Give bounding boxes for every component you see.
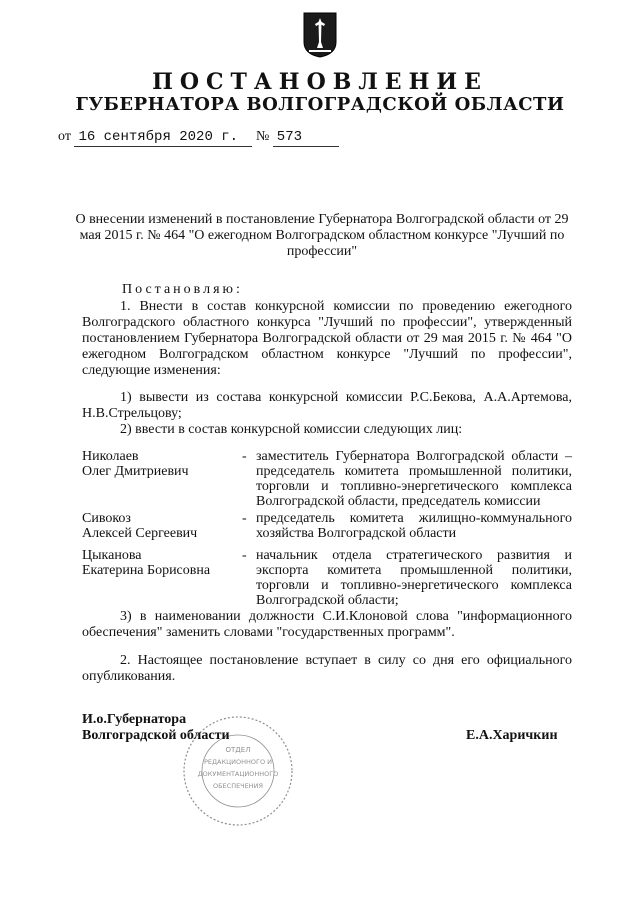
- paragraph-item-1-1: 1) вывести из состава конкурсной комиссии Р.С.Бекова, А.А.Артемова, Н.В.Стрельцову;: [82, 390, 572, 421]
- document-date: 16 сентября 2020 г.: [74, 128, 252, 147]
- paragraph-item-1-2: 2) ввести в состав конкурсной комиссии следующих лиц:: [120, 422, 463, 437]
- stamp-line-2: РЕДАКЦИОННОГО И: [203, 758, 273, 766]
- member-surname: Цыканова: [82, 548, 142, 563]
- signatory-position-line-1: И.о.Губернатора: [82, 712, 187, 727]
- stamp-line-1: ОТДЕЛ: [225, 746, 251, 754]
- member-given-names: Алексей Сергеевич: [82, 526, 198, 541]
- stamp-line-3: ДОКУМЕНТАЦИОННОГО: [197, 770, 279, 778]
- paragraph-item-1-3: 3) в наименовании должности С.И.Клоновой слова "информационного обеспечения" заменить словами "государственных программ".: [82, 609, 572, 640]
- document-number: 573: [273, 128, 339, 147]
- stamp-line-4: ОБЕСПЕЧЕНИЯ: [212, 782, 264, 790]
- coat-of-arms-icon: [303, 12, 337, 58]
- registration-row: [58, 128, 339, 147]
- postanovlyayu-heading: Постановляю:: [122, 282, 243, 297]
- number-prefix: №: [255, 129, 270, 144]
- member-given-names: Олег Дмитриевич: [82, 464, 189, 479]
- document-title: ПОСТАНОВЛЕНИЕ: [152, 69, 488, 95]
- date-prefix: от: [58, 129, 71, 144]
- member-dash: -: [242, 449, 247, 464]
- signatory-position: [82, 712, 230, 744]
- member-role: председатель комитета жилищно-коммунального хозяйства Волгоградской области: [256, 511, 572, 541]
- paragraph-item-2: 2. Настоящее постановление вступает в силу со дня его официального опубликования.: [82, 653, 572, 684]
- member-role: заместитель Губернатора Волгоградской области – председатель комитета промышленной политики, торговли и топливно-энергетического комплекса Волгоградской области, председатель комиссии: [256, 449, 572, 509]
- member-dash: -: [242, 548, 247, 563]
- member-surname: Николаев: [82, 449, 139, 464]
- member-dash: -: [242, 511, 247, 526]
- paragraph-item-1: 1. Внести в состав конкурсной комиссии по проведению ежегодного Волгоградского областного конкурса "Лучший по профессии", утвержденный постановлением Губернатора Волгоградской области от 29 мая 2015 г. № 464 "О ежегодном Волгоградском областном конкурсе "Лучший по профессии", следующие изменения:: [82, 299, 572, 378]
- signatory-name: Е.А.Харичкин: [466, 728, 558, 743]
- member-given-names: Екатерина Борисовна: [82, 563, 211, 578]
- member-surname: Сивокоз: [82, 511, 131, 526]
- member-role: начальник отдела стратегического развития и экспорта комитета промышленной политики, торговли и топливно-энергетического комплекса Волгоградской области;: [256, 548, 572, 608]
- document-subject: О внесении изменений в постановление Губернатора Волгоградской области от 29 мая 2015 г. № 464 "О ежегодном Волгоградском областном конкурсе "Лучший по профессии": [75, 212, 569, 259]
- document-subtitle: ГУБЕРНАТОРА ВОЛГОГРАДСКОЙ ОБЛАСТИ: [75, 94, 565, 115]
- signatory-position-line-2: Волгоградской области: [82, 728, 230, 743]
